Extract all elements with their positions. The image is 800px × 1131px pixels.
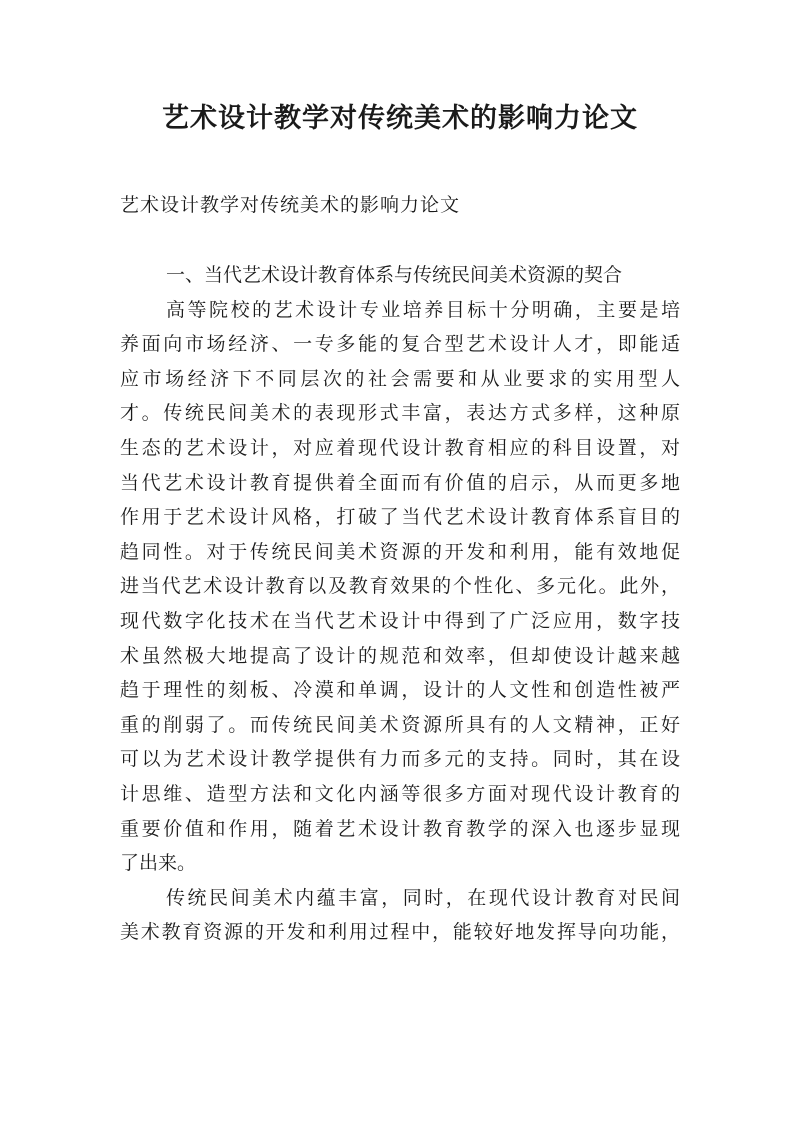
body-line: 进当代艺术设计教育以及教育效果的个性化、多元化。此外， xyxy=(120,575,680,598)
document-body xyxy=(120,258,680,950)
document-title: 艺术设计教学对传统美术的影响力论文 xyxy=(162,103,638,134)
body-line: 术虽然极大地提高了设计的规范和效率，但却使设计越来越 xyxy=(120,644,680,667)
body-line: 才。传统民间美术的表现形式丰富，表达方式多样，这种原 xyxy=(120,402,680,425)
body-line: 了出来。 xyxy=(120,852,197,875)
body-line: 可以为艺术设计教学提供有力而多元的支持。同时，其在设 xyxy=(120,748,680,771)
document-subtitle: 艺术设计教学对传统美术的影响力论文 xyxy=(120,194,461,216)
body-line: 重的削弱了。而传统民间美术资源所具有的人文精神，正好 xyxy=(120,713,680,736)
body-line: 重要价值和作用，随着艺术设计教育教学的深入也逐步显现 xyxy=(120,817,680,840)
body-line: 作用于艺术设计风格，打破了当代艺术设计教育体系盲目的 xyxy=(120,506,680,529)
body-line: 养面向市场经济、一专多能的复合型艺术设计人才，即能适 xyxy=(120,333,680,356)
body-line: 当代艺术设计教育提供着全面而有价值的启示，从而更多地 xyxy=(120,471,680,494)
body-line: 传统民间美术内蕴丰富，同时，在现代设计教育对民间 xyxy=(166,886,680,909)
body-line: 现代数字化技术在当代艺术设计中得到了广泛应用，数字技 xyxy=(120,609,680,632)
body-line: 生态的艺术设计，对应着现代设计教育相应的科目设置，对 xyxy=(120,436,680,459)
body-line: 计思维、造型方法和文化内涵等很多方面对现代设计教育的 xyxy=(120,782,680,805)
body-line: 趋同性。对于传统民间美术资源的开发和利用，能有效地促 xyxy=(120,540,680,563)
body-line: 应市场经济下不同层次的社会需要和从业要求的实用型人 xyxy=(120,367,680,390)
body-line: 美术教育资源的开发和利用过程中，能较好地发挥导向功能， xyxy=(120,921,680,944)
body-line: 一、当代艺术设计教育体系与传统民间美术资源的契合 xyxy=(166,264,623,286)
body-line: 高等院校的艺术设计专业培养目标十分明确，主要是培 xyxy=(166,298,680,321)
body-line: 趋于理性的刻板、冷漠和单调，设计的人文性和创造性被严 xyxy=(120,679,680,702)
